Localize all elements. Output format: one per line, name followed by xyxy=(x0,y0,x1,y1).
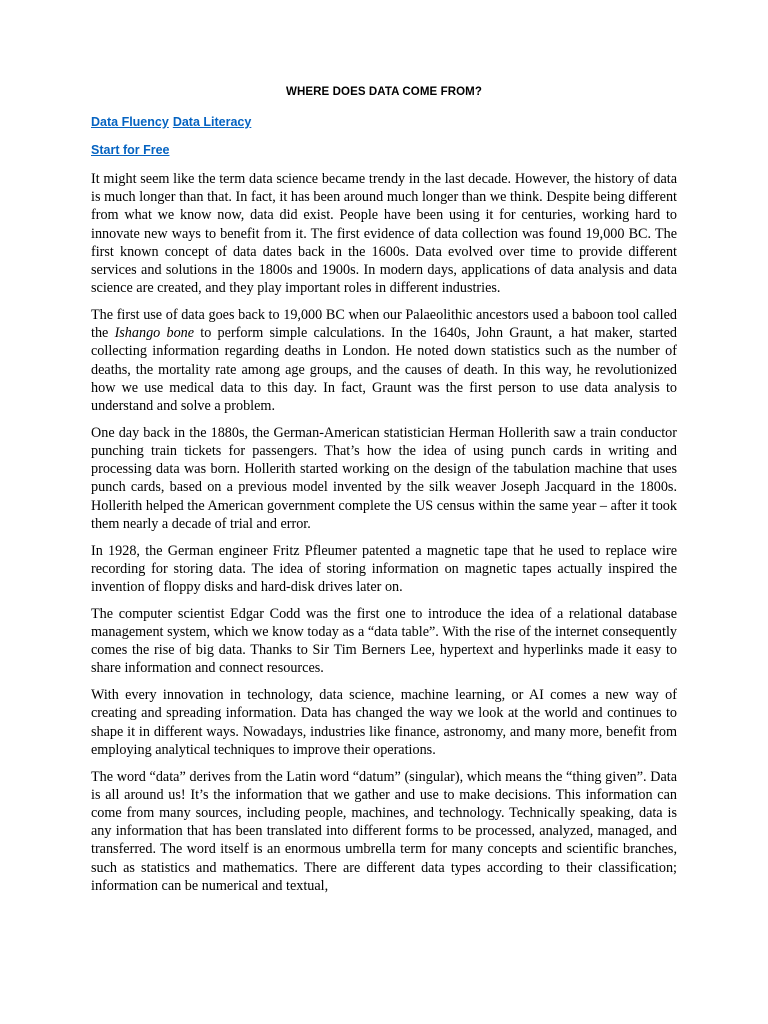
paragraph-2-text-b: to perform simple calculations. In the 1640s, John Graunt, a hat maker, started collecting information regarding deaths in London. He noted down statistics such as the number of deaths, the mortality rate among age groups, and the causes of death. In this way, he revolutionized how we use medical data to this day. In fact, Graunt was the first person to use data analysis to understand and solve a problem. xyxy=(91,325,677,415)
tag-links xyxy=(91,114,677,130)
paragraph-4: In 1928, the German engineer Fritz Pfleumer patented a magnetic tape that he used to replace wire recording for storing data. The idea of storing information on magnetic tapes actually inspired the invention of floppy disks and hard-disk drives later on. xyxy=(91,542,677,596)
document-title: WHERE DOES DATA COME FROM? xyxy=(286,86,482,98)
paragraph-2 xyxy=(91,306,677,415)
paragraph-7: The word “data” derives from the Latin word “datum” (singular), which means the “thing given”. Data is all around us! It’s the information that we gather and use to make decisions. This information can come from many sources, including people, machines, and technology. Technically speaking, data is any information that has been translated into different forms to be processed, analyzed, managed, and transferred. The word itself is an enormous umbrella term for many concepts and scientific branches, such as statistics and mathematics. There are different data types according to their classification; information can be numerical and textual, xyxy=(91,768,677,894)
data-literacy-link[interactable]: Data Literacy xyxy=(172,115,252,129)
cta-row xyxy=(91,142,677,158)
data-fluency-link[interactable]: Data Fluency xyxy=(91,115,169,129)
paragraph-5: The computer scientist Edgar Codd was the first one to introduce the idea of a relational database management system, which we know today as a “data table”. With the rise of the internet consequently comes the rise of big data. Thanks to Sir Tim Berners Lee, hypertext and hyperlinks made it easy to share information and connect resources. xyxy=(91,605,677,677)
start-for-free-link[interactable]: Start for Free xyxy=(91,143,170,157)
paragraph-2-text-a: The first use of data goes back to 19,000 BC when our Palaeolithic ancestors used a baboon tool called the xyxy=(91,307,677,342)
ishango-bone-term: Ishango bone xyxy=(114,325,195,342)
paragraph-1: It might seem like the term data science became trendy in the last decade. However, the history of data is much longer than that. In fact, it has been around much longer than we think. Despite being different from what we know now, data did exist. People have been using it for centuries, working hard to innovate new ways to benefit from it. The first evidence of data collection was found 19,000 BC. The first known concept of data dates back in the 1600s. Data evolved over time to provide different services and solutions in the 1800s and 1900s. In modern days, applications of data analysis and data science are created, and they play important roles in different industries. xyxy=(91,171,677,297)
paragraph-6: With every innovation in technology, data science, machine learning, or AI comes a new way of creating and spreading information. Data has changed the way we look at the world and continues to shape it in different ways. Nowadays, industries like finance, astronomy, and many more, benefit from employing analytical techniques to improve their operations. xyxy=(91,687,677,758)
paragraph-3: One day back in the 1880s, the German-American statistician Herman Hollerith saw a train conductor punching train tickets for passengers. That’s how the idea of using punch cards in writing and processing data was born. Hollerith started working on the design of the tabulation machine that uses punch cards, based on a previous model invented by the silk weaver Joseph Jacquard in the 1800s. Hollerith helped the American government complete the US census within the same year – after it took them nearly a decade of trial and error. xyxy=(91,424,677,532)
